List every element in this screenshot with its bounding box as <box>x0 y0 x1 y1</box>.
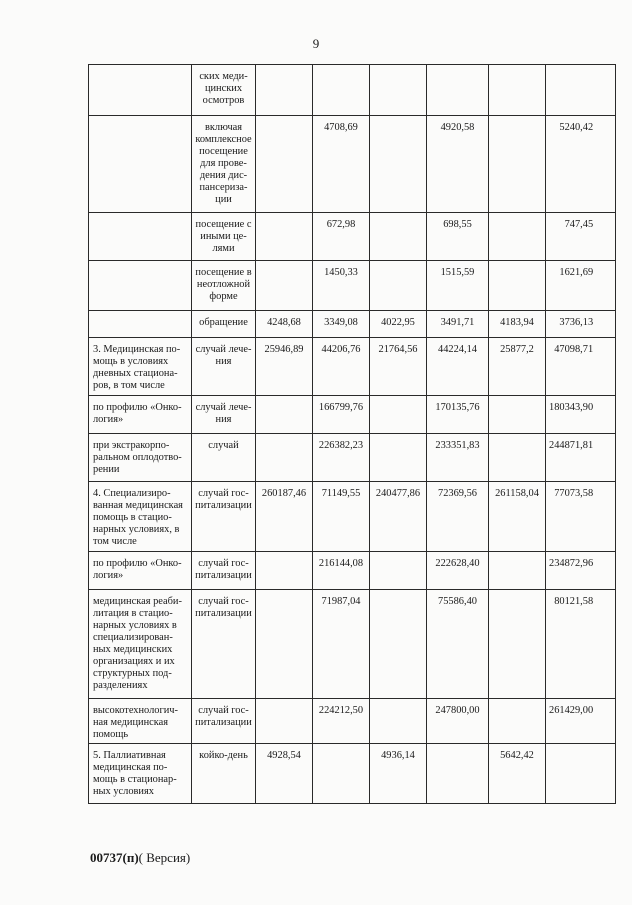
cell-text: 1450,33 <box>324 267 358 278</box>
cell-text: койко-день <box>199 750 248 761</box>
value-cell <box>313 261 370 311</box>
value-cell <box>489 482 546 552</box>
value-cell <box>256 552 313 590</box>
table-row <box>89 552 616 590</box>
row-label-cell <box>89 338 192 396</box>
value-cell <box>370 396 427 434</box>
value-cell <box>370 744 427 804</box>
row-label-cell <box>89 744 192 804</box>
value-cell <box>256 65 313 116</box>
value-cell <box>546 699 616 744</box>
cell-text: 25946,89 <box>264 344 304 355</box>
cell-text: 233351,83 <box>435 440 480 451</box>
value-cell <box>546 744 616 804</box>
value-cell <box>489 552 546 590</box>
value-cell <box>489 311 546 338</box>
row-label-cell <box>89 590 192 699</box>
value-cell <box>370 552 427 590</box>
cell-text: 3. Медицинская по- мощь в условиях дневных стациона- ров, в том числе <box>93 344 181 391</box>
value-cell <box>427 338 489 396</box>
cell-text: случай <box>208 440 239 451</box>
cell-text: при экстракорпо- ральном оплодотво- рении <box>93 440 182 475</box>
cell-text: 5. Паллиативная медицинская по- мощь в стационар- ных условиях <box>93 750 177 797</box>
cell-text: посещение с иными це- лями <box>195 219 252 254</box>
value-cell <box>427 552 489 590</box>
cell-text: 71987,04 <box>321 596 361 607</box>
value-cell <box>546 261 616 311</box>
row-label-cell <box>89 261 192 311</box>
cell-text: 747,45 <box>564 219 594 230</box>
unit-cell <box>192 311 256 338</box>
value-cell <box>256 396 313 434</box>
value-cell <box>546 213 616 261</box>
cell-text: 77073,58 <box>554 488 594 499</box>
value-cell <box>489 261 546 311</box>
cell-text: 698,55 <box>443 219 472 230</box>
value-cell <box>256 311 313 338</box>
cell-text: случай гос- питализации <box>195 558 252 581</box>
table-row <box>89 311 616 338</box>
cell-text: 71149,55 <box>321 488 361 499</box>
cell-text: 244871,81 <box>549 440 594 451</box>
value-cell <box>313 744 370 804</box>
cell-text: 261429,00 <box>549 705 594 716</box>
document-code: 00737(п) <box>90 850 139 865</box>
cell-text: случай лече- ния <box>195 402 252 425</box>
unit-cell <box>192 552 256 590</box>
cell-text: 5240,42 <box>559 122 594 133</box>
value-cell <box>427 482 489 552</box>
cell-text: 4248,68 <box>267 317 301 328</box>
unit-cell <box>192 396 256 434</box>
cell-text: 4708,69 <box>324 122 358 133</box>
unit-cell <box>192 434 256 482</box>
value-cell <box>427 311 489 338</box>
value-cell <box>427 396 489 434</box>
cell-text: 224212,50 <box>318 705 364 716</box>
table-row <box>89 396 616 434</box>
value-cell <box>313 65 370 116</box>
cell-text: случай гос- питализации <box>195 488 252 511</box>
row-label-cell <box>89 699 192 744</box>
value-cell <box>370 65 427 116</box>
cell-text: 180343,90 <box>549 402 594 413</box>
cell-text: 4920,58 <box>440 122 475 133</box>
cell-text: 216144,08 <box>318 558 364 569</box>
unit-cell <box>192 482 256 552</box>
cell-text: по профилю «Онко- логия» <box>93 558 182 581</box>
row-label-cell <box>89 434 192 482</box>
value-cell <box>370 311 427 338</box>
cell-text: случай гос- питализации <box>195 596 252 619</box>
value-cell <box>427 590 489 699</box>
value-cell <box>546 396 616 434</box>
unit-cell <box>192 699 256 744</box>
cell-text: 3349,08 <box>324 317 358 328</box>
value-cell <box>546 116 616 213</box>
table-row <box>89 116 616 213</box>
value-cell <box>489 699 546 744</box>
value-cell <box>370 699 427 744</box>
cell-text: по профилю «Онко- логия» <box>93 402 182 425</box>
cell-text: обращение <box>199 317 248 328</box>
value-cell <box>489 65 546 116</box>
table-row <box>89 590 616 699</box>
value-cell <box>370 338 427 396</box>
table-row <box>89 213 616 261</box>
value-cell <box>313 699 370 744</box>
value-cell <box>427 65 489 116</box>
value-cell <box>256 482 313 552</box>
cell-text: ских меди- цинских осмотров <box>199 71 248 106</box>
table-row <box>89 744 616 804</box>
row-label-cell <box>89 213 192 261</box>
cell-text: 4936,14 <box>381 750 415 761</box>
cell-text: 170135,76 <box>435 402 480 413</box>
cost-table <box>88 64 616 804</box>
value-cell <box>489 590 546 699</box>
table-row <box>89 261 616 311</box>
value-cell <box>313 590 370 699</box>
value-cell <box>370 261 427 311</box>
cell-text: 226382,23 <box>318 440 364 451</box>
value-cell <box>313 116 370 213</box>
cell-text: 3491,71 <box>440 317 475 328</box>
document-footer <box>90 850 190 866</box>
cell-text: 25877,2 <box>500 344 534 355</box>
cell-text: 21764,56 <box>378 344 418 355</box>
value-cell <box>489 116 546 213</box>
value-cell <box>489 434 546 482</box>
cell-text: случай гос- питализации <box>195 705 252 728</box>
row-label-cell <box>89 65 192 116</box>
value-cell <box>256 261 313 311</box>
value-cell <box>313 482 370 552</box>
value-cell <box>427 116 489 213</box>
value-cell <box>256 434 313 482</box>
value-cell <box>370 482 427 552</box>
cell-text: 1621,69 <box>559 267 594 278</box>
value-cell <box>427 261 489 311</box>
value-cell <box>489 338 546 396</box>
value-cell <box>256 590 313 699</box>
value-cell <box>256 213 313 261</box>
value-cell <box>313 434 370 482</box>
value-cell <box>427 699 489 744</box>
value-cell <box>489 213 546 261</box>
unit-cell <box>192 65 256 116</box>
cell-text: 4. Специализиро- ванная медицинская помощь в стацио- нарных условиях, в том числе <box>93 488 183 547</box>
cell-text: 672,98 <box>326 219 356 230</box>
cell-text: 260187,46 <box>261 488 307 499</box>
unit-cell <box>192 744 256 804</box>
table-row <box>89 338 616 396</box>
value-cell <box>489 744 546 804</box>
value-cell <box>546 65 616 116</box>
value-cell <box>370 116 427 213</box>
table-row <box>89 699 616 744</box>
cell-text: 44206,76 <box>321 344 361 355</box>
unit-cell <box>192 213 256 261</box>
cell-text: 75586,40 <box>438 596 477 607</box>
unit-cell <box>192 261 256 311</box>
value-cell <box>546 552 616 590</box>
cell-text: 234872,96 <box>549 558 594 569</box>
value-cell <box>313 311 370 338</box>
value-cell <box>313 396 370 434</box>
row-label-cell <box>89 482 192 552</box>
row-label-cell <box>89 552 192 590</box>
row-label-cell <box>89 311 192 338</box>
cell-text: 1515,59 <box>440 267 475 278</box>
cell-text: 4183,94 <box>500 317 534 328</box>
value-cell <box>370 213 427 261</box>
cell-text: 80121,58 <box>554 596 594 607</box>
cell-text: 247800,00 <box>435 705 480 716</box>
value-cell <box>370 590 427 699</box>
unit-cell <box>192 116 256 213</box>
cell-text: 47098,71 <box>554 344 594 355</box>
cell-text: 5642,42 <box>500 750 534 761</box>
cell-text: включая комплексное посещение для прове- дения дис- пансериза- ции <box>195 122 252 205</box>
cell-text: 72369,56 <box>438 488 477 499</box>
value-cell <box>427 434 489 482</box>
value-cell <box>427 744 489 804</box>
cell-text: случай лече- ния <box>195 344 252 367</box>
page-number: 9 <box>312 36 320 51</box>
cell-text: посещение в неотложной форме <box>195 267 252 302</box>
value-cell <box>546 338 616 396</box>
value-cell <box>546 590 616 699</box>
value-cell <box>256 744 313 804</box>
document-version: ( Версия) <box>138 850 191 865</box>
cell-text: медицинская реаби- литация в стацио- нарных условиях в специализирован- ных медицинских организациях и их структурных под- разделениях <box>93 596 182 691</box>
value-cell <box>313 338 370 396</box>
cell-text: высокотехнологич- ная медицинская помощь <box>93 705 178 740</box>
value-cell <box>427 213 489 261</box>
value-cell <box>370 434 427 482</box>
value-cell <box>489 396 546 434</box>
value-cell <box>313 552 370 590</box>
cell-text: 261158,04 <box>495 488 539 499</box>
value-cell <box>546 311 616 338</box>
cell-text: 4928,54 <box>267 750 301 761</box>
value-cell <box>313 213 370 261</box>
row-label-cell <box>89 396 192 434</box>
table-row <box>89 434 616 482</box>
cell-text: 4022,95 <box>381 317 415 328</box>
value-cell <box>256 699 313 744</box>
value-cell <box>546 482 616 552</box>
cell-text: 44224,14 <box>438 344 477 355</box>
value-cell <box>256 338 313 396</box>
cell-text: 240477,86 <box>375 488 421 499</box>
table-row <box>89 482 616 552</box>
cell-text: 3736,13 <box>559 317 594 328</box>
value-cell <box>256 116 313 213</box>
value-cell <box>546 434 616 482</box>
unit-cell <box>192 338 256 396</box>
table-row <box>89 65 616 116</box>
row-label-cell <box>89 116 192 213</box>
cell-text: 166799,76 <box>318 402 364 413</box>
cell-text: 222628,40 <box>435 558 480 569</box>
unit-cell <box>192 590 256 699</box>
